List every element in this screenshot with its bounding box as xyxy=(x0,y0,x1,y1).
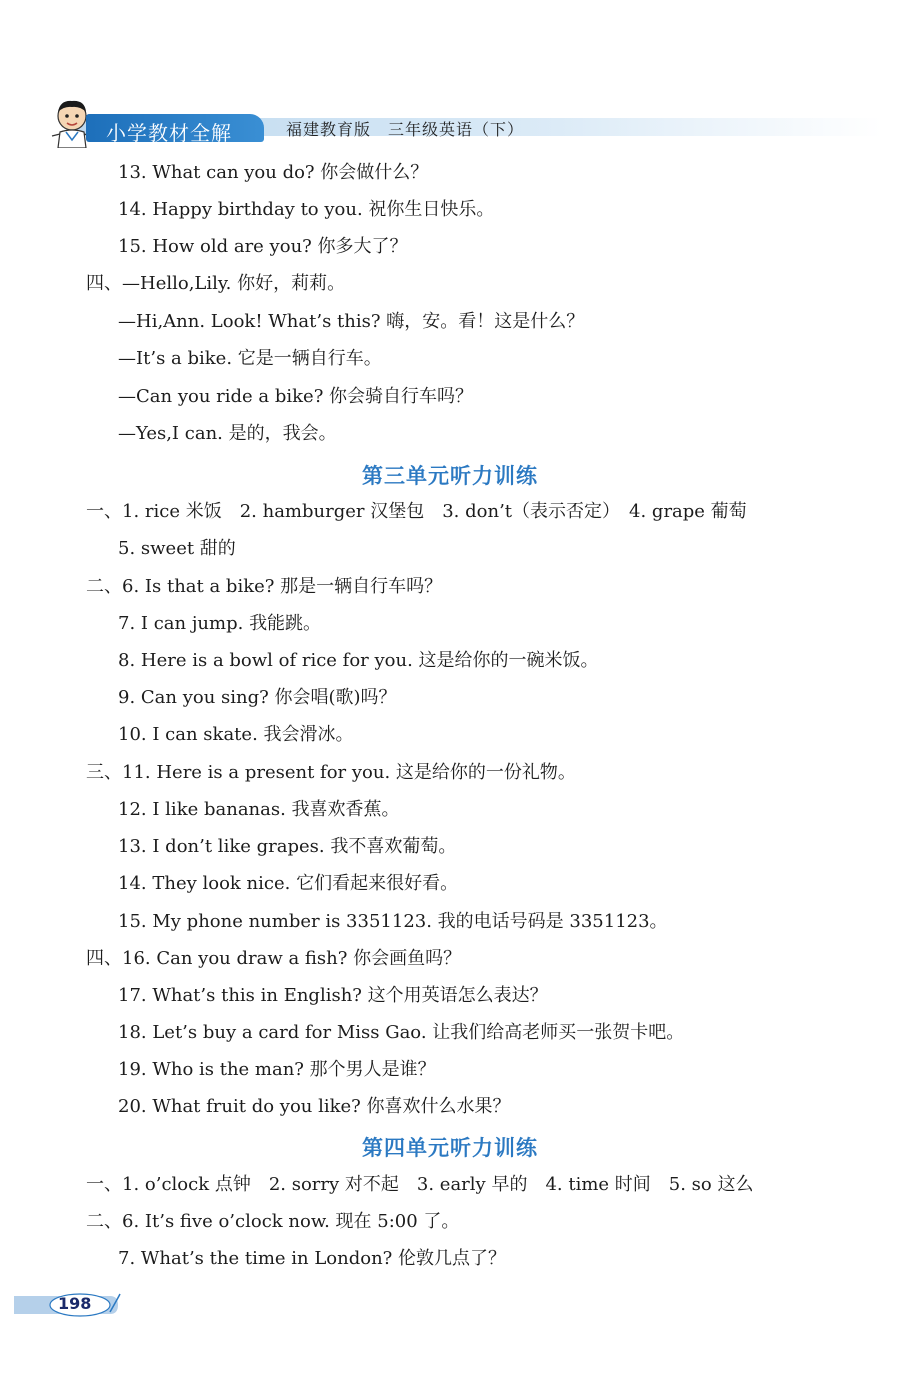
answer-line: 四、16. Can you draw a fish? 你会画鱼吗？ xyxy=(86,948,462,969)
answer-line: 8. Here is a bowl of rice for you. 这是给你的一碗米饭。 xyxy=(118,650,599,671)
unit4-title: 第四单元听力训练 xyxy=(362,1136,538,1160)
book-edition: 福建教育版 三年级英语（下） xyxy=(286,120,525,139)
answer-line: 14. They look nice. 它们看起来很好看。 xyxy=(118,873,459,894)
answer-line: 一、1. o’clock 点钟 2. sorry 对不起 3. early 早的 4. time 时间 5. so 这么 xyxy=(86,1174,754,1195)
answer-line: 7. What’s the time in London? 伦敦几点了？ xyxy=(118,1248,507,1269)
answer-line: 18. Let’s buy a card for Miss Gao. 让我们给高老师买一张贺卡吧。 xyxy=(118,1022,685,1043)
answer-line: 13. I don’t like grapes. 我不喜欢葡萄。 xyxy=(118,836,457,857)
answer-line: 20. What fruit do you like? 你喜欢什么水果？ xyxy=(118,1096,511,1117)
answer-line: 5. sweet 甜的 xyxy=(118,538,236,559)
answer-line: 13. What can you do? 你会做什么？ xyxy=(118,162,429,183)
answer-line: 7. I can jump. 我能跳。 xyxy=(118,613,322,634)
answer-line: 15. My phone number is 3351123. 我的电话号码是 3351123。 xyxy=(118,911,668,932)
book-title: 小学教材全解 xyxy=(106,121,232,145)
answer-line: 四、—Hello,Lily. 你好，莉莉。 xyxy=(86,273,346,294)
page-number: 198 xyxy=(58,1294,92,1313)
answer-line: 一、1. rice 米饭 2. hamburger 汉堡包 3. don’t（表示否定） 4. grape 葡萄 xyxy=(86,501,747,522)
answer-line: —Yes,I can. 是的，我会。 xyxy=(118,423,337,444)
answer-line: —Hi,Ann. Look! What’s this? 嗨，安。看！这是什么？ xyxy=(118,311,585,332)
answer-line: 14. Happy birthday to you. 祝你生日快乐。 xyxy=(118,199,495,220)
answer-line: 10. I can skate. 我会滑冰。 xyxy=(118,724,354,745)
answer-line: 15. How old are you? 你多大了？ xyxy=(118,236,408,257)
answer-line: 19. Who is the man? 那个男人是谁？ xyxy=(118,1059,436,1080)
answer-line: 二、6. Is that a bike? 那是一辆自行车吗？ xyxy=(86,576,443,597)
answer-line: —It’s a bike. 它是一辆自行车。 xyxy=(118,348,382,369)
answer-line: 9. Can you sing? 你会唱(歌)吗？ xyxy=(118,687,397,708)
unit3-title: 第三单元听力训练 xyxy=(362,464,538,488)
answer-line: 二、6. It’s five o’clock now. 现在 5:00 了。 xyxy=(86,1211,460,1232)
answer-line: —Can you ride a bike? 你会骑自行车吗？ xyxy=(118,386,474,407)
answer-line: 三、11. Here is a present for you. 这是给你的一份礼物。 xyxy=(86,762,576,783)
answer-line: 17. What’s this in English? 这个用英语怎么表达？ xyxy=(118,985,548,1006)
answer-line: 12. I like bananas. 我喜欢香蕉。 xyxy=(118,799,400,820)
page-header xyxy=(14,96,884,146)
